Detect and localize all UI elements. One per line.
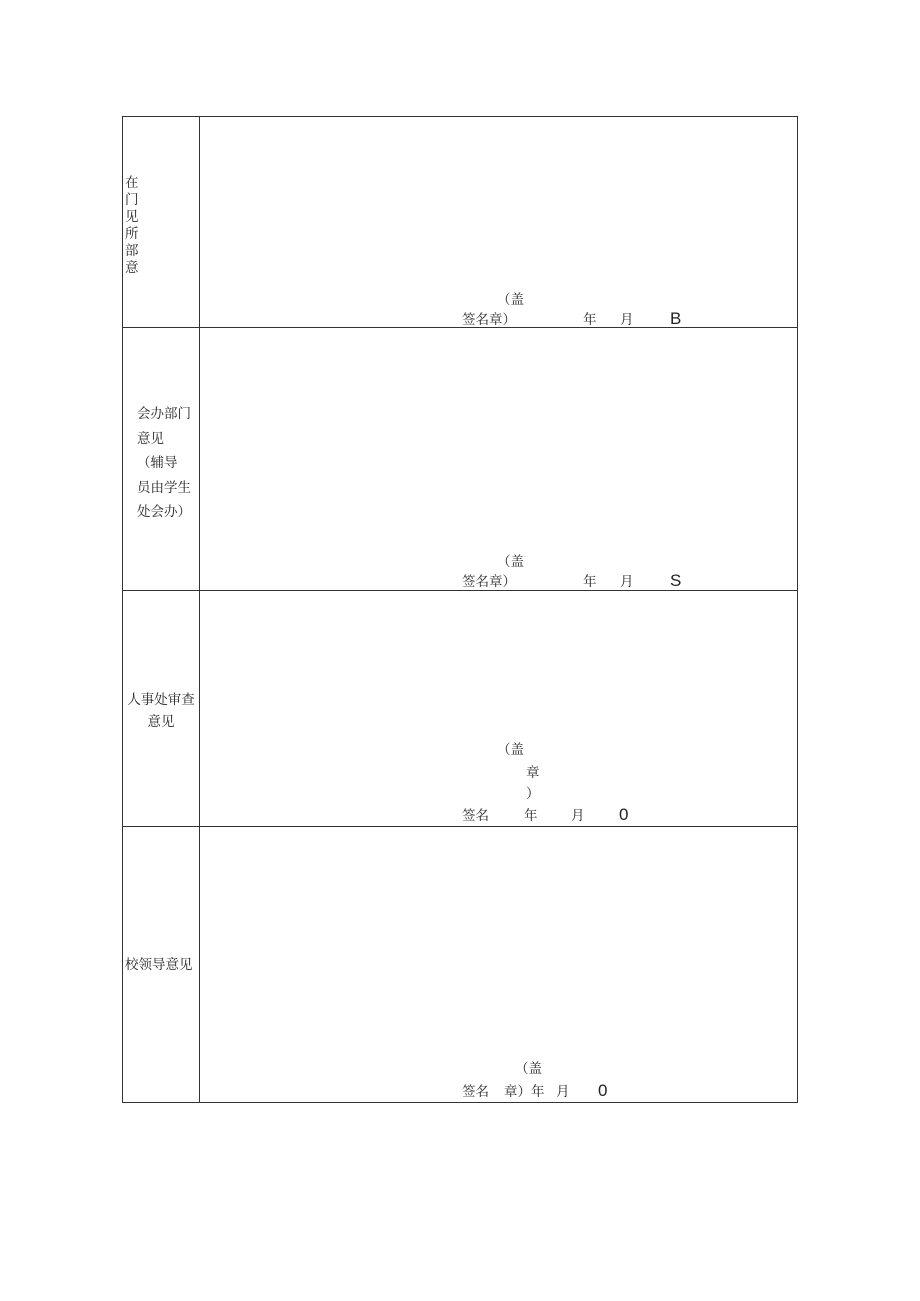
seal-open-text: （盖	[497, 554, 524, 570]
row-label: 会办部门 意见 （辅导 员由学生 处会办）	[137, 406, 191, 520]
opinion-cell[interactable]	[200, 827, 798, 1103]
form-row-co-dept	[123, 328, 798, 591]
form-row-hr	[123, 591, 798, 827]
seal-open-text: （盖	[515, 1061, 542, 1077]
year-label: 年	[583, 312, 597, 328]
label-cell	[123, 328, 200, 591]
row-label: 人事处审查 意见	[127, 692, 195, 730]
day-value: 0	[619, 805, 629, 824]
seal-open-text: （盖	[497, 292, 524, 308]
opinion-cell[interactable]	[200, 591, 798, 827]
label-cell	[123, 591, 200, 827]
opinion-cell[interactable]	[200, 328, 798, 591]
month-label: 月	[556, 1084, 570, 1100]
row-label: 在 门 见 所 部 意	[125, 175, 139, 276]
day-value: S	[670, 571, 682, 590]
signature-label: 签名	[462, 1084, 489, 1100]
month-label: 月	[620, 574, 634, 590]
seal-char-text: 章	[526, 765, 540, 781]
row-label: 校领导意见	[125, 957, 193, 973]
label-cell	[123, 117, 200, 328]
month-label: 月	[620, 312, 634, 328]
form-row-leadership	[123, 827, 798, 1103]
day-value: 0	[598, 1081, 608, 1100]
seal-close-text: ）	[526, 786, 540, 802]
approval-form-table	[122, 116, 798, 1103]
seal-year-text: 章）年	[504, 1084, 545, 1100]
seal-open-text: （盖	[497, 742, 524, 758]
opinion-cell[interactable]	[200, 117, 798, 328]
day-value: B	[670, 309, 682, 328]
year-label: 年	[524, 808, 538, 824]
label-cell	[123, 827, 200, 1103]
year-label: 年	[583, 574, 597, 590]
form-row-department	[123, 117, 798, 328]
month-label: 月	[571, 808, 585, 824]
signature-label: 签名章）	[462, 574, 516, 590]
signature-label: 签名	[462, 808, 489, 824]
signature-label: 签名章）	[462, 312, 516, 328]
